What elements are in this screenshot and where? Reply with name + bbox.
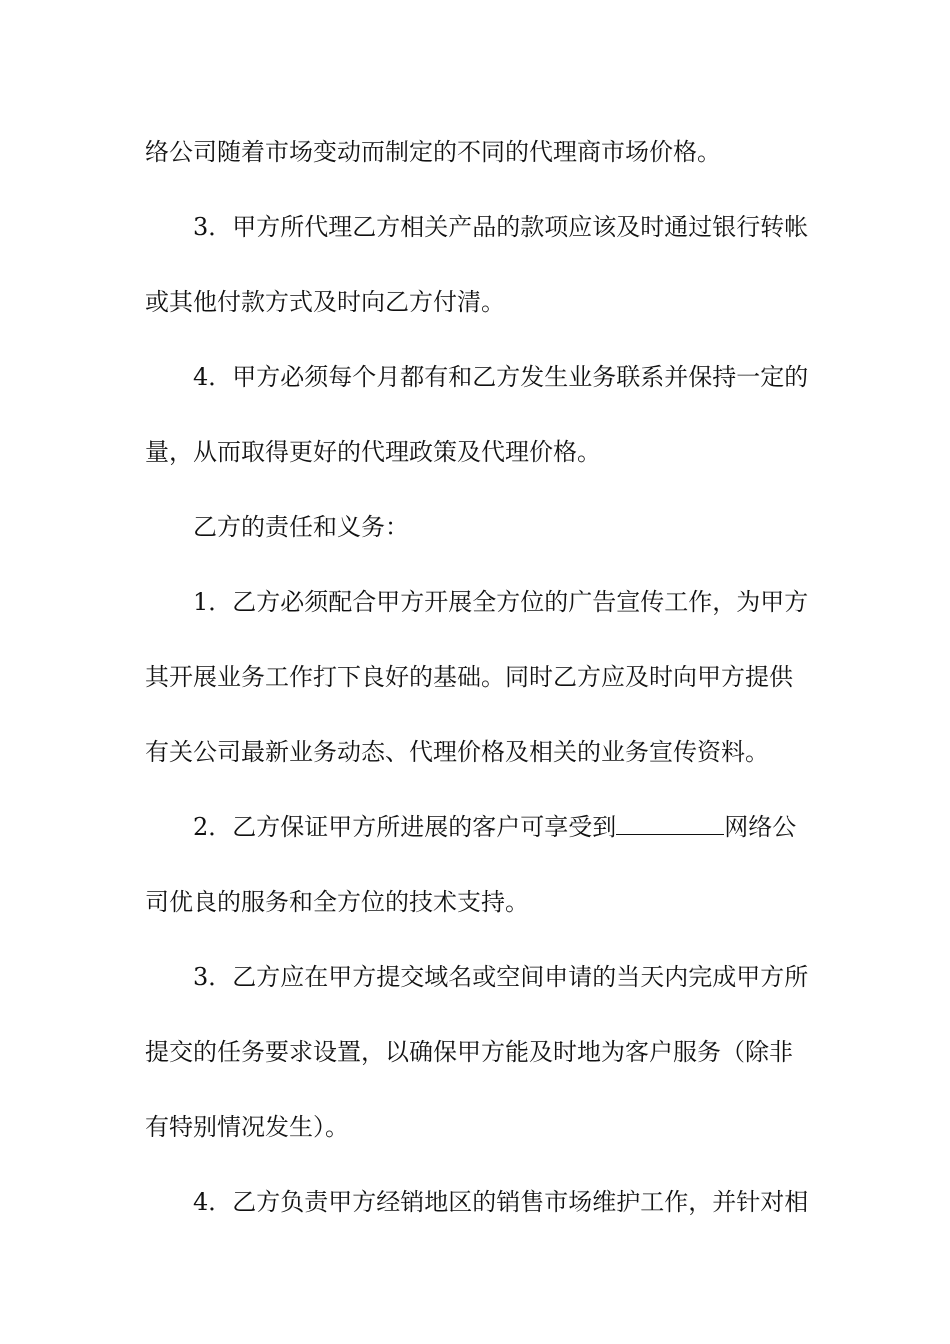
clause-b-4-line-1: 4．乙方负责甲方经销地区的销售市场维护工作，并针对相 <box>193 1188 809 1216</box>
section-heading-party-b: 乙方的责任和义务： <box>193 513 409 541</box>
clause-a-3-line-1: 3．甲方所代理乙方相关产品的款项应该及时通过银行转帐 <box>193 213 809 241</box>
clause-b-2-text-before: 2．乙方保证甲方所进展的客户可享受到 <box>193 813 617 841</box>
clause-b-3-line-2: 提交的任务要求设置，以确保甲方能及时地为客户服务（除非 <box>145 1038 793 1066</box>
clause-a-3-line-2: 或其他付款方式及时向乙方付清。 <box>145 288 505 316</box>
clause-b-2-line-2: 司优良的服务和全方位的技术支持。 <box>145 888 529 916</box>
clause-b-2-line-1 <box>193 812 813 842</box>
text-line-1: 络公司随着市场变动而制定的不同的代理商市场价格。 <box>145 138 721 166</box>
clause-b-1-line-1: 1．乙方必须配合甲方开展全方位的广告宣传工作，为甲方 <box>193 588 809 616</box>
fill-in-blank <box>616 812 724 835</box>
clause-a-4-line-1: 4．甲方必须每个月都有和乙方发生业务联系并保持一定的 <box>193 363 809 391</box>
clause-b-1-line-3: 有关公司最新业务动态、代理价格及相关的业务宣传资料。 <box>145 738 769 766</box>
clause-a-4-line-2: 量，从而取得更好的代理政策及代理价格。 <box>145 438 601 466</box>
clause-b-1-line-2: 其开展业务工作打下良好的基础。同时乙方应及时向甲方提供 <box>145 663 793 691</box>
clause-b-3-line-3: 有特别情况发生）。 <box>145 1113 349 1141</box>
clause-b-2-text-after: 网络公 <box>724 813 797 841</box>
clause-b-3-line-1: 3．乙方应在甲方提交域名或空间申请的当天内完成甲方所 <box>193 963 809 991</box>
